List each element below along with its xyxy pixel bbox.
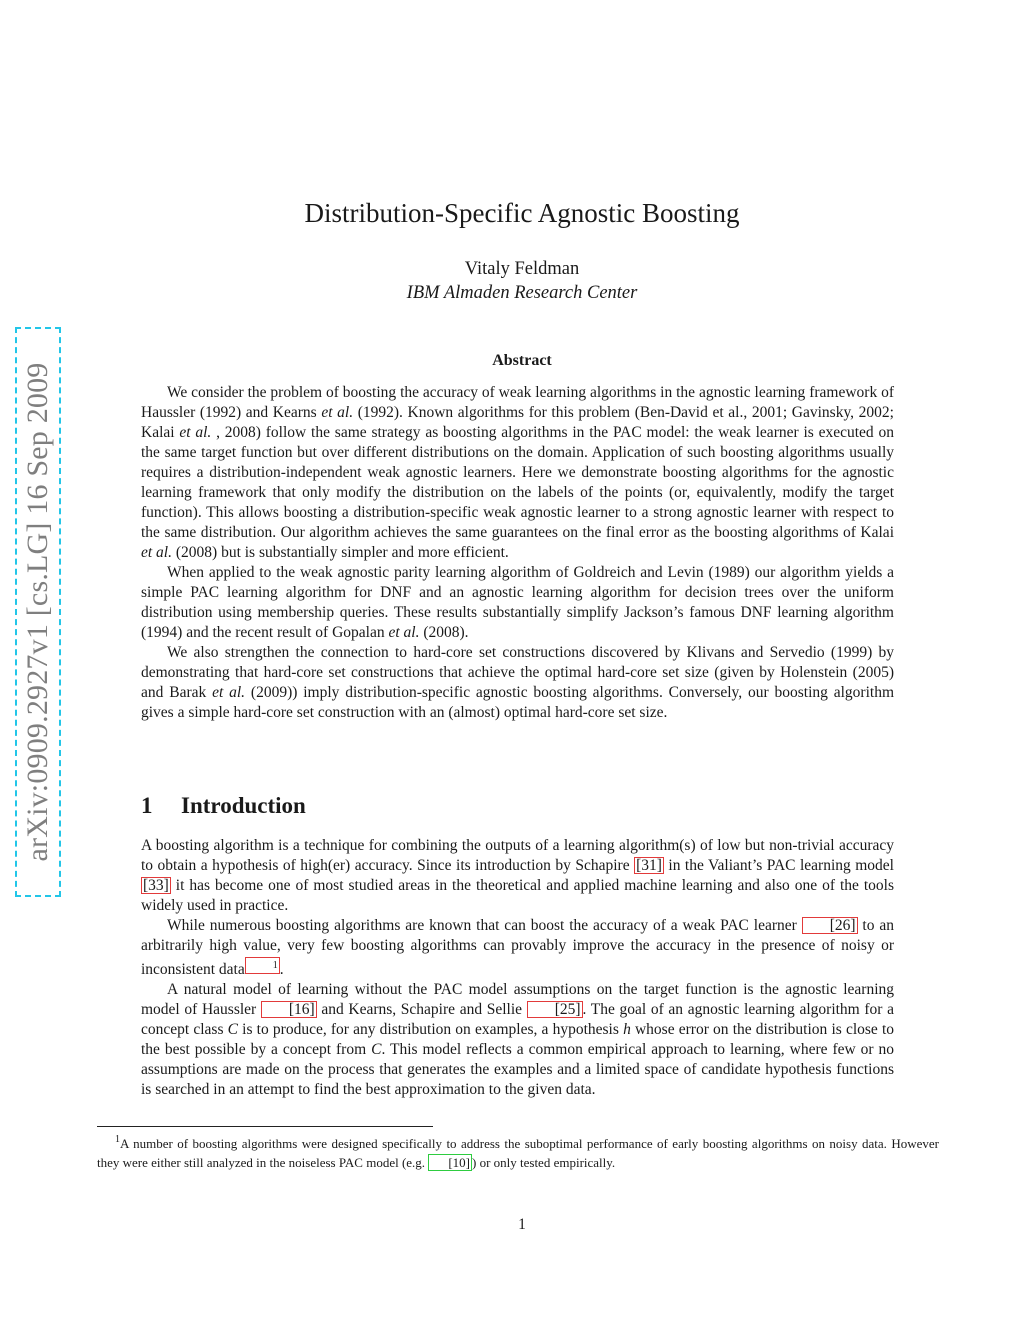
paper-title: Distribution-Specific Agnostic Boosting (304, 198, 740, 228)
section-heading-introduction (141, 793, 306, 819)
footnote-divider (97, 1126, 433, 1127)
introduction-body (141, 836, 894, 1100)
arxiv-identifier-text: arXiv:0909.2927v1 [cs.LG] 16 Sep 2009 (21, 362, 54, 862)
footnote: $^1$A number of boosting algorithms were designed specifically to address the suboptimal performance of early boosting algorithms on noisy data. However they were either still analyzed in the noiseless PAC model (e.g. [10] ) or only tested empirically. (97, 1134, 939, 1170)
abstract-paragraph: When applied to the weak agnostic parity learning algorithm of Goldreich and Levin (1989) our algorithm yields a simple PAC learning algorithm for DNF and an agnostic learning algorithm for decision trees over the uniform distribution using membership queries. These results substantially simplify Jackson’s famous DNF learning algorithm (1994) and the recent result of Gopalan et al. (2008). (141, 564, 894, 641)
section-number: 1 (141, 793, 153, 818)
abstract-paragraph: We consider the problem of boosting the accuracy of weak learning algorithms in the agnostic learning framework of Haussler (1992) and Kearns et al. (1992). Known algorithms for this problem (Ben-David et al., 2001; Gavinsky, 2002; Kalai et al. , 2008) follow the same strategy as boosting algorithms in the PAC model: the weak learner is executed on the same target function but over different distributions on the domain. Application of such boosting algorithms usually requires a distribution-independent weak agnostic learners. Here we demonstrate boosting algorithms for the agnostic learning framework that only modify the distribution on the labels of the points (or, equivalently, modify the target function). This allows boosting a distribution-specific weak agnostic learner to a strong agnostic learner with respect to the same distribution. Our algorithm achieves the same guarantees on the final error as the boosting algorithms of Kalai et al. (2008) but is substantially simpler and more efficient. (141, 384, 894, 561)
abstract-heading: Abstract (492, 352, 552, 369)
author-name: Vitaly Feldman (464, 259, 580, 279)
body-paragraph: A natural model of learning without the PAC model assumptions on the target function is the agnostic learning model of Haussler [16] and Kearns, Schapire and Sellie [25] . The goal of an agnostic learning algorithm for a concept class C is to produce, for any distribution on examples, a hypothesis h whose error on the distribution is close to the best possible by a concept from C. This model reflects a common empirical approach to learning, where few or no assumptions are made on the process that generates the examples and a limited space of candidate hypothesis functions is searched in an attempt to find the best approximation to the given data. (141, 981, 895, 1098)
citation-link[interactable]: [10] (428, 1154, 472, 1171)
section-title: Introduction (181, 793, 306, 818)
arxiv-identifier-stamp (15, 327, 61, 897)
body-paragraph: A boosting algorithm is a technique for combining the outputs of a learning algorithm(s) of low but non-trivial accuracy to obtain a hypothesis of high(er) accuracy. Since its introduction by Schapire [31] in the Valiant’s PAC learning model [33] it has become one of most studied areas in the theoretical and applied machine learning and also one of the tools widely used in practice. (141, 837, 894, 914)
footnote-marker: 1 (115, 1134, 120, 1145)
abstract-body (141, 383, 894, 723)
citation-link[interactable]: [16] (261, 1001, 317, 1018)
author-affiliation: IBM Almaden Research Center (406, 283, 638, 303)
citation-link[interactable]: [25] (527, 1001, 583, 1018)
abstract-paragraph: We also strengthen the connection to hard-core set constructions discovered by Klivans and Servedio (1999) by demonstrating that hard-core set constructions that achieve the optimal hard-core set size (given by Holenstein (2005) and Barak et al. (2009)) imply distribution-specific agnostic boosting algorithms. Conversely, our boosting algorithm gives a simple hard-core set construction with an (almost) optimal hard-core set size. (141, 644, 895, 721)
page-number: 1 (518, 1216, 526, 1233)
citation-link[interactable]: [33] (143, 877, 169, 894)
body-paragraph: While numerous boosting algorithms are known that can boost the accuracy of a weak PAC learner [26] to an arbitrarily high value, very few boosting algorithms can provably improve the accuracy in the presence of noisy or inconsistent data $^1$ . (141, 917, 895, 978)
footnote-link[interactable]: 1 (245, 957, 280, 974)
citation-link[interactable]: [31] (636, 857, 662, 874)
citation-link[interactable]: [26] (802, 917, 858, 934)
